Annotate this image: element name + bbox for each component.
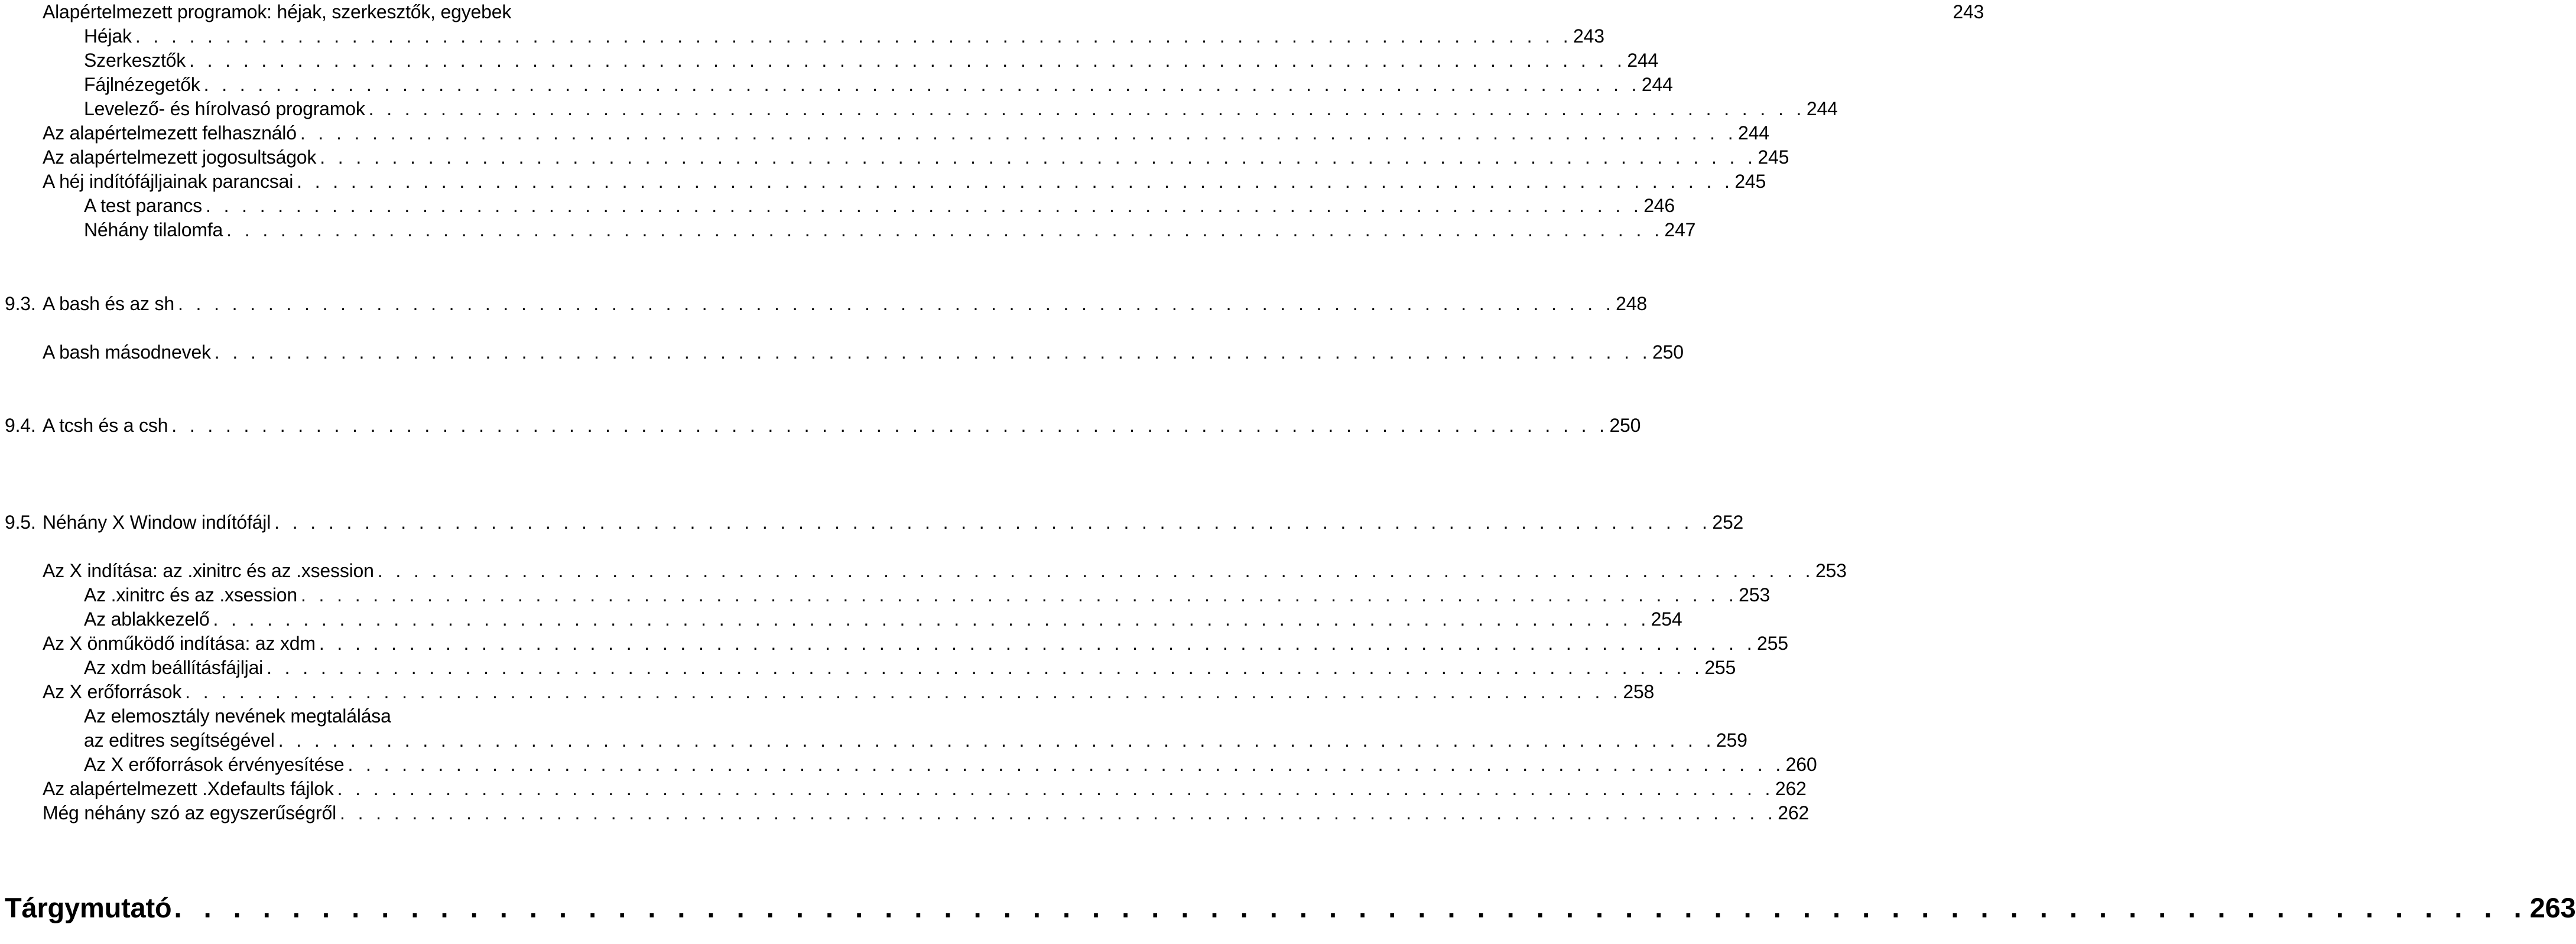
dot-leader	[211, 340, 1651, 364]
toc-entry-page: 247	[1664, 219, 1696, 240]
toc-entry-page: 243	[1573, 25, 1604, 47]
toc-entry-page: 254	[1651, 608, 1682, 630]
toc-entry-title: A bash és az sh	[43, 293, 174, 314]
toc-entry-page: 255	[1757, 633, 1788, 654]
toc-entry-title: Az X indítása: az .xinitrc és az .xsession	[43, 560, 374, 581]
dot-leader	[186, 48, 1626, 73]
dot-leader	[174, 292, 1615, 316]
toc-entry[interactable]	[84, 218, 1696, 242]
toc-entry-page: 258	[1623, 681, 1655, 702]
toc-entry-page: 263	[2529, 892, 2576, 923]
toc-entry-page: 245	[1758, 147, 1789, 168]
toc-section-entry[interactable]	[5, 510, 1744, 535]
dot-leader	[297, 121, 1737, 145]
dot-leader	[271, 510, 1711, 535]
toc-entry-page: 260	[1785, 754, 1817, 775]
toc-entry-title: Az alapértelmezett felhasználó	[43, 122, 297, 144]
toc-entry-title: Az elemosztály nevének megtalálása	[84, 705, 391, 727]
toc-entry[interactable]	[84, 97, 1838, 121]
toc-section-number: 9.5.	[5, 512, 36, 533]
dot-leader	[316, 145, 1756, 170]
toc-section-entry[interactable]	[5, 292, 1647, 316]
dot-leader	[344, 753, 1784, 777]
toc-entry-title: Tárgymutató	[5, 892, 172, 923]
toc-entry-title: Az xdm beállításfájljai	[84, 657, 264, 678]
dot-leader	[168, 414, 1608, 438]
toc-entry-page: 244	[1627, 50, 1659, 71]
toc-entry[interactable]	[84, 583, 1770, 607]
dot-leader	[334, 777, 1774, 801]
toc-entry-page: 244	[1641, 74, 1673, 95]
toc-section-number: 9.3.	[5, 293, 36, 314]
toc-entry[interactable]	[43, 680, 1655, 704]
toc-entry-title: A héj indítófájljainak parancsai	[43, 171, 294, 192]
toc-entry-page: 262	[1778, 802, 1810, 823]
toc-entry-title: Az alapértelmezett .Xdefaults fájlok	[43, 778, 334, 799]
toc-entry-title: Még néhány szó az egyszerűségről	[43, 802, 336, 823]
dot-leader	[132, 24, 1572, 48]
toc-entry-title: A bash másodnevek	[43, 341, 211, 363]
toc-entry[interactable]	[84, 48, 1659, 73]
toc-entry[interactable]	[84, 656, 1736, 680]
toc-entry[interactable]	[43, 559, 1847, 583]
toc-entry[interactable]	[84, 728, 1747, 753]
dot-leader	[293, 170, 1733, 194]
toc-entry-page: 244	[1806, 98, 1838, 119]
toc-entry-page: 250	[1609, 415, 1641, 436]
toc-entry-title: Szerkesztők	[84, 50, 186, 71]
toc-entry-page: 255	[1704, 657, 1736, 678]
dot-leader	[202, 194, 1642, 218]
toc-entry[interactable]	[84, 73, 1673, 97]
toc-entry[interactable]	[43, 121, 1769, 145]
toc-entry-page: 250	[1652, 341, 1684, 363]
toc-entry[interactable]	[43, 340, 1684, 364]
toc-entry-page: 253	[1739, 584, 1770, 606]
toc-entry-title: Az X erőforrások	[43, 681, 182, 702]
toc-entry-title: Fájlnézegetők	[84, 74, 200, 95]
toc-section-number: 9.4.	[5, 415, 36, 436]
toc-entry[interactable]	[43, 145, 1789, 170]
toc-entry[interactable]	[43, 170, 1766, 194]
dot-leader	[200, 73, 1641, 97]
dot-leader	[336, 801, 1776, 825]
toc-entry-title: Az X önműködő indítása: az xdm	[43, 633, 316, 654]
toc-entry-page: 262	[1775, 778, 1807, 799]
toc-entry-page: 248	[1616, 293, 1647, 314]
toc-entry[interactable]	[43, 0, 1984, 24]
toc-entry-title: A test parancs	[84, 195, 202, 216]
toc-entry-title: A tcsh és a csh	[43, 415, 168, 436]
dot-leader	[316, 631, 1756, 656]
dot-leader	[365, 97, 1805, 121]
toc-entry[interactable]	[43, 777, 1807, 801]
dot-leader	[223, 218, 1663, 242]
toc-entry-title: az editres segítségével	[84, 730, 275, 751]
toc-entry-title: Az alapértelmezett jogosultságok	[43, 147, 317, 168]
dot-leader	[297, 583, 1737, 607]
toc-entry[interactable]	[84, 24, 1604, 48]
toc-entry-title: Az ablakkezelő	[84, 608, 210, 630]
toc-entry[interactable]	[84, 753, 1817, 777]
toc-entry-title: Alapértelmezett programok: héjak, szerkesztők, egyebek	[43, 1, 512, 22]
toc-index-entry[interactable]	[5, 889, 2576, 927]
toc-entry-title: Néhány X Window indítófájl	[43, 512, 271, 533]
dot-leader	[263, 656, 1703, 680]
toc-entry-title: Az X erőforrások érvényesítése	[84, 754, 345, 775]
toc-entry-page: 243	[1953, 1, 1984, 22]
toc-entry[interactable]	[43, 631, 1788, 656]
toc-entry-title: Néhány tilalomfa	[84, 219, 223, 240]
toc-entry-title: Levelező- és hírolvasó programok	[84, 98, 365, 119]
toc-entry-page: 245	[1734, 171, 1766, 192]
toc-entry[interactable]	[43, 801, 1810, 825]
toc-entry[interactable]	[84, 607, 1682, 631]
dot-leader	[171, 889, 2528, 927]
toc-entry-page: 253	[1815, 560, 1847, 581]
dot-leader	[209, 607, 1649, 631]
toc-entry[interactable]	[84, 194, 1675, 218]
toc-section-entry[interactable]	[5, 414, 1641, 438]
dot-leader	[275, 728, 1715, 753]
toc-entry[interactable]	[84, 704, 539, 728]
dot-leader	[374, 559, 1814, 583]
toc-entry-page: 259	[1716, 730, 1747, 751]
toc-entry-title: Héjak	[84, 25, 132, 47]
toc-entry-page: 244	[1738, 122, 1769, 144]
dot-leader	[181, 680, 1622, 704]
toc-entry-title: Az .xinitrc és az .xsession	[84, 584, 297, 606]
toc-entry-page: 252	[1712, 512, 1744, 533]
toc-entry-page: 246	[1643, 195, 1675, 216]
